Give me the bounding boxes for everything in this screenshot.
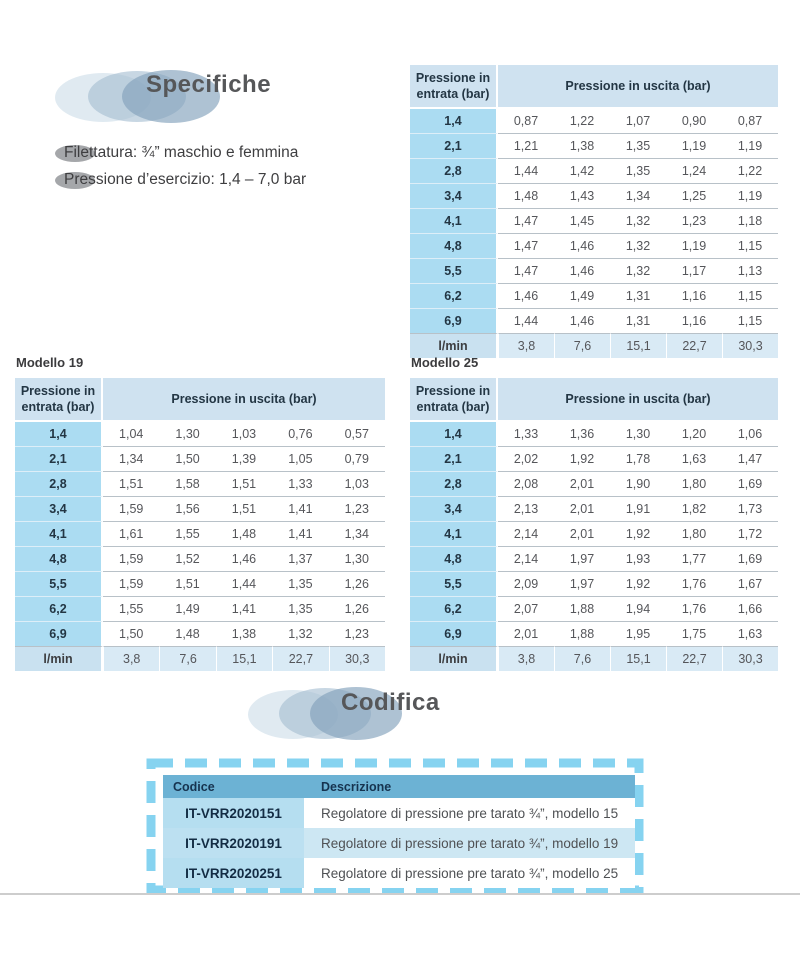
inlet-pressure-cell: 1,4 (15, 420, 103, 446)
table-row (410, 308, 778, 333)
table-row (410, 496, 778, 521)
value-cell: 0,57 (329, 420, 385, 446)
code-cell: IT-VRR2020151 (163, 798, 304, 828)
value-cell: 1,46 (498, 283, 554, 308)
value-cell: 1,26 (329, 571, 385, 596)
value-cell: 1,91 (610, 496, 666, 521)
description-cell: Regolatore di pressione pre tarato ¾”, modello 19 (304, 828, 635, 858)
table-row (15, 471, 385, 496)
value-cell: 1,59 (103, 496, 159, 521)
inlet-pressure-header: Pressione in entrata (bar) (410, 65, 498, 107)
value-cell: 1,19 (722, 133, 778, 158)
table-row (410, 521, 778, 546)
table-row (410, 571, 778, 596)
codifica-row (163, 828, 635, 858)
pressure-table-modello-15 (410, 65, 778, 358)
value-cell: 1,92 (610, 571, 666, 596)
spec-bullet-filettatura: Filettatura: ¾” maschio e femmina (64, 144, 299, 161)
value-cell: 7,6 (554, 646, 610, 671)
value-cell: 1,93 (610, 546, 666, 571)
table-row (15, 571, 385, 596)
pressure-table-modello-25 (410, 378, 778, 671)
value-cell: 1,49 (159, 596, 215, 621)
inlet-pressure-cell: 1,4 (410, 420, 498, 446)
modello-19-label: Modello 19 (16, 355, 84, 370)
value-cell: 1,55 (159, 521, 215, 546)
value-cell: 15,1 (610, 333, 666, 358)
value-cell: 1,88 (554, 596, 610, 621)
value-cell: 1,32 (272, 621, 328, 646)
value-cell: 1,04 (103, 420, 159, 446)
value-cell: 1,23 (666, 208, 722, 233)
value-cell: 1,38 (554, 133, 610, 158)
table-row (410, 283, 778, 308)
inlet-pressure-cell: 2,8 (15, 471, 103, 496)
value-cell: 1,35 (272, 571, 328, 596)
value-cell: 1,52 (159, 546, 215, 571)
value-cell: 1,33 (498, 420, 554, 446)
value-cell: 0,76 (272, 420, 328, 446)
value-cell: 1,58 (159, 471, 215, 496)
value-cell: 1,59 (103, 571, 159, 596)
value-cell: 22,7 (666, 333, 722, 358)
value-cell: 22,7 (272, 646, 328, 671)
table-header-row (15, 378, 385, 420)
value-cell: 2,08 (498, 471, 554, 496)
codifica-row (163, 798, 635, 828)
value-cell: 1,16 (666, 308, 722, 333)
code-cell: IT-VRR2020251 (163, 858, 304, 888)
value-cell: 1,76 (666, 571, 722, 596)
value-cell: 1,92 (610, 521, 666, 546)
inlet-pressure-cell: 2,8 (410, 158, 498, 183)
table-row (410, 420, 778, 446)
table-row (15, 521, 385, 546)
value-cell: 1,55 (103, 596, 159, 621)
value-cell: 1,97 (554, 571, 610, 596)
code-cell: IT-VRR2020191 (163, 828, 304, 858)
codice-column-header: Codice (163, 775, 304, 798)
value-cell: 1,13 (722, 258, 778, 283)
value-cell: 7,6 (554, 333, 610, 358)
value-cell: 2,13 (498, 496, 554, 521)
value-cell: 1,51 (216, 496, 272, 521)
value-cell: 0,87 (722, 107, 778, 133)
table-row (15, 446, 385, 471)
value-cell: 1,46 (554, 233, 610, 258)
description-cell: Regolatore di pressione pre tarato ¾”, modello 25 (304, 858, 635, 888)
table-header-row (410, 65, 778, 107)
value-cell: 30,3 (329, 646, 385, 671)
inlet-pressure-cell: 6,2 (410, 283, 498, 308)
value-cell: 1,67 (722, 571, 778, 596)
value-cell: 1,19 (666, 233, 722, 258)
value-cell: 1,07 (610, 107, 666, 133)
value-cell: 1,35 (610, 158, 666, 183)
codifica-title: Codifica (341, 689, 440, 716)
value-cell: 1,51 (159, 571, 215, 596)
value-cell: 1,18 (722, 208, 778, 233)
value-cell: 1,30 (329, 546, 385, 571)
flow-rate-row (410, 646, 778, 671)
value-cell: 1,69 (722, 546, 778, 571)
codifica-row (163, 858, 635, 888)
value-cell: 15,1 (216, 646, 272, 671)
value-cell: 1,24 (666, 158, 722, 183)
value-cell: 1,45 (554, 208, 610, 233)
table-row (410, 107, 778, 133)
outlet-pressure-header: Pressione in uscita (bar) (498, 378, 778, 420)
value-cell: 1,77 (666, 546, 722, 571)
value-cell: 1,05 (272, 446, 328, 471)
value-cell: 1,88 (554, 621, 610, 646)
value-cell: 1,36 (554, 420, 610, 446)
value-cell: 1,46 (554, 258, 610, 283)
value-cell: 1,06 (722, 420, 778, 446)
value-cell: 1,19 (666, 133, 722, 158)
value-cell: 1,16 (666, 283, 722, 308)
value-cell: 1,30 (610, 420, 666, 446)
value-cell: 1,25 (666, 183, 722, 208)
value-cell: 2,09 (498, 571, 554, 596)
inlet-pressure-cell: 3,4 (410, 496, 498, 521)
table-row (410, 621, 778, 646)
value-cell: 1,73 (722, 496, 778, 521)
value-cell: 7,6 (159, 646, 215, 671)
value-cell: 3,8 (498, 333, 554, 358)
spec-bullet-pressione: Pressione d’esercizio: 1,4 – 7,0 bar (64, 171, 307, 188)
value-cell: 1,47 (498, 208, 554, 233)
value-cell: 1,46 (554, 308, 610, 333)
table-row (15, 496, 385, 521)
value-cell: 1,43 (554, 183, 610, 208)
value-cell: 30,3 (722, 333, 778, 358)
value-cell: 1,97 (554, 546, 610, 571)
value-cell: 2,14 (498, 521, 554, 546)
value-cell: 1,32 (610, 233, 666, 258)
outlet-pressure-header: Pressione in uscita (bar) (498, 65, 778, 107)
value-cell: 15,1 (610, 646, 666, 671)
modello-25-label: Modello 25 (411, 355, 479, 370)
value-cell: 1,47 (722, 446, 778, 471)
inlet-pressure-cell: 2,1 (410, 446, 498, 471)
flow-rate-row (15, 646, 385, 671)
value-cell: 1,03 (216, 420, 272, 446)
inlet-pressure-cell: 6,2 (410, 596, 498, 621)
value-cell: 1,41 (272, 521, 328, 546)
inlet-pressure-header: Pressione in entrata (bar) (410, 378, 498, 420)
codifica-table (163, 775, 635, 888)
value-cell: 1,37 (272, 546, 328, 571)
value-cell: 2,01 (554, 496, 610, 521)
value-cell: 1,39 (216, 446, 272, 471)
value-cell: 1,34 (103, 446, 159, 471)
value-cell: 1,47 (498, 233, 554, 258)
value-cell: 2,07 (498, 596, 554, 621)
value-cell: 1,42 (554, 158, 610, 183)
value-cell: 1,50 (103, 621, 159, 646)
value-cell: 1,66 (722, 596, 778, 621)
value-cell: 1,15 (722, 283, 778, 308)
value-cell: 1,80 (666, 471, 722, 496)
value-cell: 1,90 (610, 471, 666, 496)
value-cell: 1,95 (610, 621, 666, 646)
value-cell: 1,46 (216, 546, 272, 571)
inlet-pressure-cell: 2,1 (410, 133, 498, 158)
value-cell: 1,33 (272, 471, 328, 496)
value-cell: 1,94 (610, 596, 666, 621)
inlet-pressure-cell: 4,8 (15, 546, 103, 571)
value-cell: 0,87 (498, 107, 554, 133)
table-row (410, 183, 778, 208)
inlet-pressure-cell: 6,9 (15, 621, 103, 646)
value-cell: 1,34 (329, 521, 385, 546)
value-cell: 30,3 (722, 646, 778, 671)
value-cell: 1,35 (610, 133, 666, 158)
flow-unit-cell: l/min (410, 333, 498, 358)
specifiche-title: Specifiche (146, 71, 272, 98)
inlet-pressure-cell: 4,8 (410, 546, 498, 571)
value-cell: 1,44 (498, 158, 554, 183)
value-cell: 22,7 (666, 646, 722, 671)
inlet-pressure-cell: 4,1 (410, 521, 498, 546)
inlet-pressure-cell: 6,2 (15, 596, 103, 621)
flow-unit-cell: l/min (15, 646, 103, 671)
value-cell: 1,19 (722, 183, 778, 208)
value-cell: 1,92 (554, 446, 610, 471)
value-cell: 1,20 (666, 420, 722, 446)
value-cell: 1,03 (329, 471, 385, 496)
value-cell: 1,15 (722, 308, 778, 333)
page-divider-line (0, 893, 800, 895)
value-cell: 1,41 (272, 496, 328, 521)
value-cell: 1,48 (216, 521, 272, 546)
table-header-row (410, 378, 778, 420)
flow-unit-cell: l/min (410, 646, 498, 671)
value-cell: 1,22 (722, 158, 778, 183)
value-cell: 1,82 (666, 496, 722, 521)
value-cell: 1,72 (722, 521, 778, 546)
value-cell: 1,26 (329, 596, 385, 621)
value-cell: 1,17 (666, 258, 722, 283)
value-cell: 3,8 (498, 646, 554, 671)
table-row (15, 420, 385, 446)
description-cell: Regolatore di pressione pre tarato ¾”, modello 15 (304, 798, 635, 828)
table-row (410, 158, 778, 183)
table-row (410, 446, 778, 471)
inlet-pressure-cell: 2,1 (15, 446, 103, 471)
inlet-pressure-cell: 5,5 (15, 571, 103, 596)
value-cell: 1,22 (554, 107, 610, 133)
value-cell: 2,01 (554, 521, 610, 546)
table-row (15, 546, 385, 571)
value-cell: 1,51 (216, 471, 272, 496)
inlet-pressure-header: Pressione in entrata (bar) (15, 378, 103, 420)
inlet-pressure-cell: 3,4 (15, 496, 103, 521)
value-cell: 1,38 (216, 621, 272, 646)
table-row (410, 133, 778, 158)
table-row (410, 258, 778, 283)
inlet-pressure-cell: 6,9 (410, 308, 498, 333)
outlet-pressure-header: Pressione in uscita (bar) (103, 378, 385, 420)
inlet-pressure-cell: 4,1 (410, 208, 498, 233)
value-cell: 0,90 (666, 107, 722, 133)
inlet-pressure-cell: 5,5 (410, 571, 498, 596)
value-cell: 1,31 (610, 283, 666, 308)
value-cell: 1,49 (554, 283, 610, 308)
value-cell: 2,02 (498, 446, 554, 471)
value-cell: 1,32 (610, 258, 666, 283)
table-row (410, 596, 778, 621)
value-cell: 1,32 (610, 208, 666, 233)
inlet-pressure-cell: 4,8 (410, 233, 498, 258)
table-row (15, 621, 385, 646)
value-cell: 1,75 (666, 621, 722, 646)
value-cell: 1,35 (272, 596, 328, 621)
inlet-pressure-cell: 3,4 (410, 183, 498, 208)
value-cell: 1,34 (610, 183, 666, 208)
table-row (410, 208, 778, 233)
value-cell: 1,30 (159, 420, 215, 446)
value-cell: 2,14 (498, 546, 554, 571)
value-cell: 1,41 (216, 596, 272, 621)
table-row (410, 546, 778, 571)
value-cell: 1,78 (610, 446, 666, 471)
value-cell: 2,01 (554, 471, 610, 496)
inlet-pressure-cell: 4,1 (15, 521, 103, 546)
value-cell: 1,15 (722, 233, 778, 258)
pressure-table-modello-19 (15, 378, 385, 671)
value-cell: 1,21 (498, 133, 554, 158)
value-cell: 1,23 (329, 621, 385, 646)
table-row (15, 596, 385, 621)
value-cell: 1,61 (103, 521, 159, 546)
value-cell: 1,51 (103, 471, 159, 496)
value-cell: 2,01 (498, 621, 554, 646)
value-cell: 1,56 (159, 496, 215, 521)
value-cell: 1,48 (159, 621, 215, 646)
inlet-pressure-cell: 5,5 (410, 258, 498, 283)
value-cell: 1,80 (666, 521, 722, 546)
codifica-header-row (163, 775, 635, 798)
value-cell: 1,44 (498, 308, 554, 333)
value-cell: 1,47 (498, 258, 554, 283)
value-cell: 1,69 (722, 471, 778, 496)
inlet-pressure-cell: 2,8 (410, 471, 498, 496)
table-row (410, 233, 778, 258)
inlet-pressure-cell: 6,9 (410, 621, 498, 646)
value-cell: 1,76 (666, 596, 722, 621)
value-cell: 1,44 (216, 571, 272, 596)
value-cell: 1,59 (103, 546, 159, 571)
value-cell: 1,31 (610, 308, 666, 333)
descrizione-column-header: Descrizione (304, 775, 635, 798)
value-cell: 1,23 (329, 496, 385, 521)
value-cell: 1,50 (159, 446, 215, 471)
value-cell: 0,79 (329, 446, 385, 471)
value-cell: 3,8 (103, 646, 159, 671)
value-cell: 1,48 (498, 183, 554, 208)
value-cell: 1,63 (666, 446, 722, 471)
value-cell: 1,63 (722, 621, 778, 646)
inlet-pressure-cell: 1,4 (410, 107, 498, 133)
table-row (410, 471, 778, 496)
